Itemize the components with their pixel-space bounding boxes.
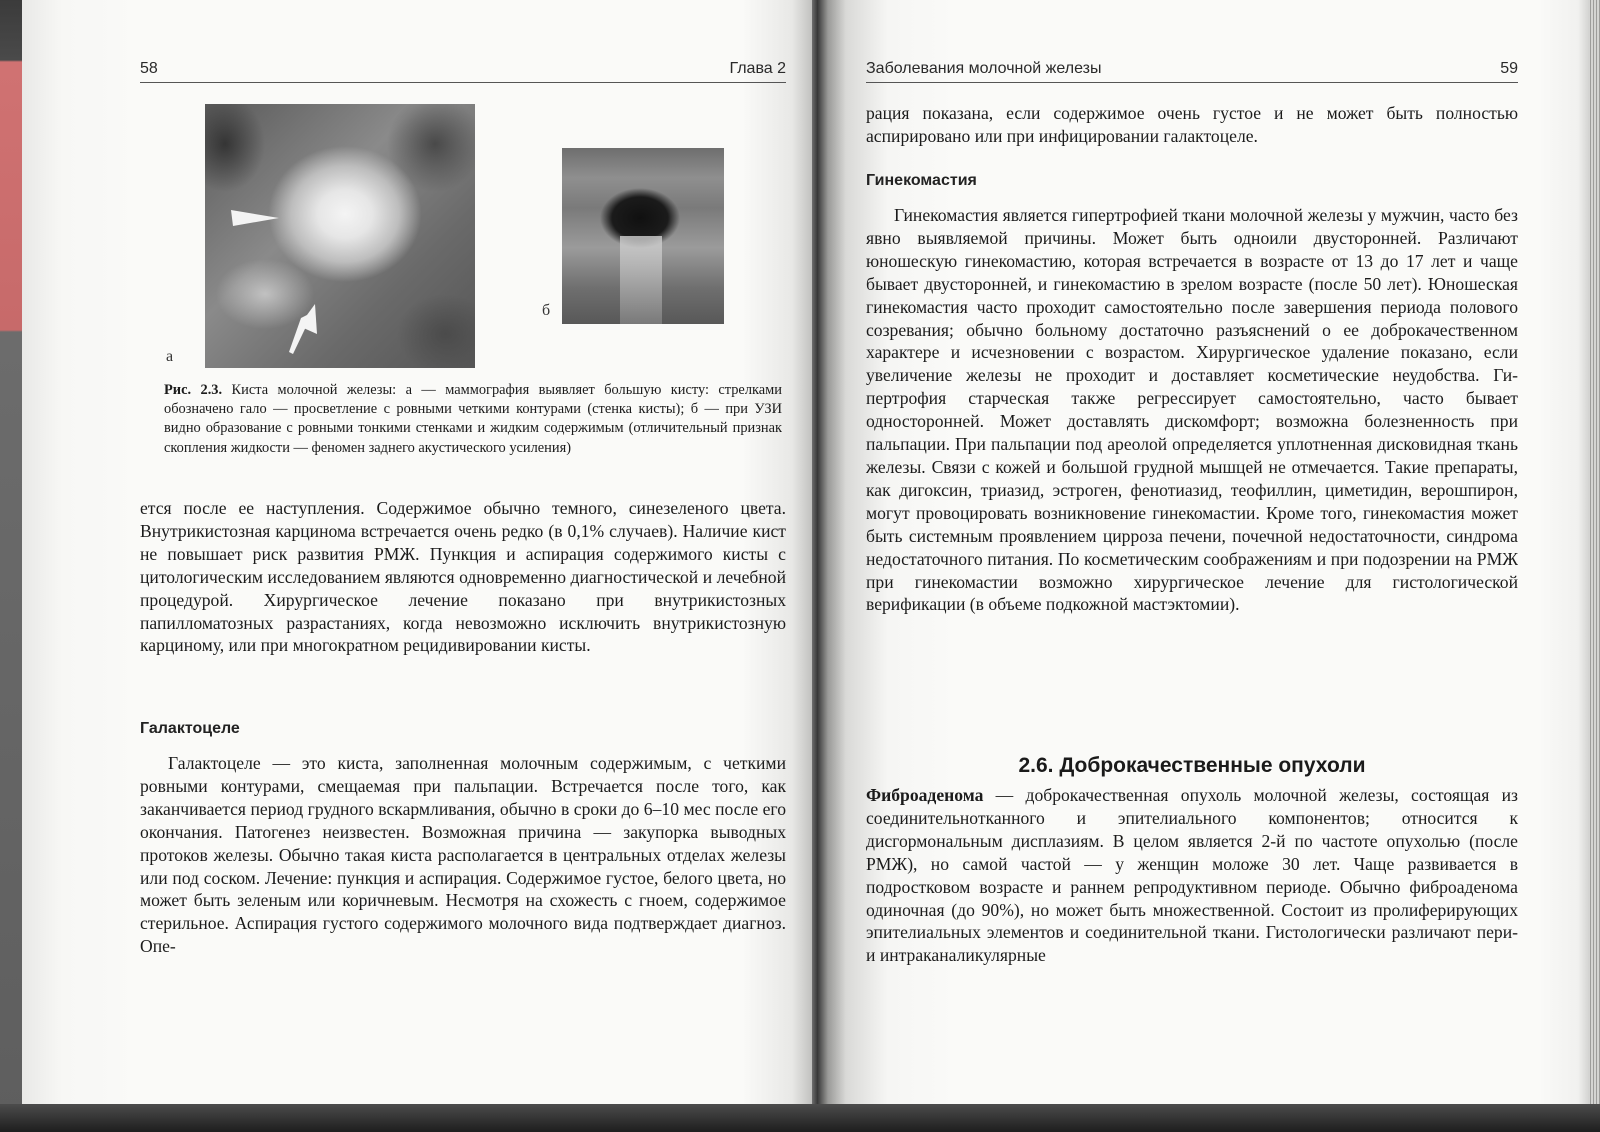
acoustic-enhancement	[620, 236, 662, 324]
left-body-text	[140, 497, 786, 657]
left-edge-background	[0, 0, 22, 1132]
paragraph-body: — доброкачественная опухоль молочной железы, состоящая из соединительнотканного и эпителиального компонентов; относится к дисгормональным дисплазиям. В целом является 2-й по частоте опухолью (после РМЖ), но самой частой — у женщин моложе 30 лет. Чаще развивается в подростковом возрасте и раннем репродуктивном периоде. Обычно фиброаденома одиночная (до 90%), но может быть множественной. Состоит из пролиферирующих эпителиальных элементов и соединительной ткани. Гистологически различают пери- и интраканаликулярные	[866, 785, 1518, 966]
paragraph: рация показана, если содержимое очень густое и не может быть полностью аспирировано или при инфицировании галактоцеле.	[866, 103, 1518, 146]
figure-label-b: б	[542, 302, 551, 319]
fibroadenoma-text	[866, 784, 1518, 967]
caption-label: Рис. 2.3.	[164, 382, 223, 398]
right-page-header	[866, 58, 1518, 83]
page-edges	[1588, 0, 1600, 1132]
paragraph: ется после ее наступления. Содержимое обычно темного, синезеленого цвета. Внутрикистозная карцинома встречается очень редко (в 0,1% случаев). Наличие кист не повышает риск развития РМЖ. Пункция и аспирация содержимого кисты с цитологическим исследованием являются одновременно диагностической и лечебной процедурой. Хирургическое лечение показано при внутрикистозных папилломатозных разрастаниях, когда невозможно исключить внутрикистозную карциному, или при многократном рецидивировании кисты.	[140, 498, 786, 656]
section-title: 2.6. Доброкачественные опухоли	[1018, 754, 1366, 777]
page-number: 59	[1500, 60, 1518, 77]
figure-label-a: а	[166, 348, 174, 365]
caption-text: Киста молочной железы: а — маммография выявляет большую кисту: стрелками обозначено гало — просветление с ровными четкими контурами (стенка кисты); б — при УЗИ видно образование с ровными тонкими стенками и жидким содержимым (отличительный признак скопления жидкости — феномен заднего акустического усиления)	[164, 382, 782, 456]
ultrasound-image	[562, 148, 724, 324]
paragraph: Гинекомастия является гипертрофией ткани молочной железы у мужчин, часто без явно выявляемой причины. Может быть одноили двусторонней. Различают юношескую гинекомастию, которая встречается в возрасте от 13 до 17 лет и чаще бывает двусторонней, и гинекомастию в зрелом возрасте (после 50 лет). Юношеская гинекомастия часто проходит самостоятельно после завершения периода полового созревания; обычно больному достаточно разъяснений о ее доброкачественном характере и исчезновении с возрастом. Хирургическое удаление показано, если увеличение железы не проходит и доставляет косметические неудобства. Гипертрофия старческая также регрессирует самостоятельно, часто бывает односторонней. Может доставлять дискомфорт; возможна болезненность при пальпации. При пальпации под ареолой определяется уплотненная дисковидная ткань железы. Связи с кожей и большой грудной мышцей не отмечается. Такие препараты, как дигоксин, триазид, эстроген, фенотиазид, теофиллин, циметидин, верошпирон, могут провоцировать возникновение гинекомастии. Кроме того, гинекомастия может быть системным проявлением цирроза печени, почечной недостаточности, синдрома недостаточного питания. По косметическим соображениям и при подозрении на РМЖ при гинекомастии возможно хирургическое лечение для гистологической верификации (в объеме подкожной мастэктомии).	[866, 205, 1518, 615]
subheading-gynecomastia: Гинекомастия	[866, 172, 977, 189]
mammography-image	[205, 104, 475, 368]
figure-caption	[164, 381, 782, 458]
right-page	[818, 0, 1588, 1108]
galactocele-text	[140, 752, 786, 958]
running-head: Глава 2	[729, 60, 786, 77]
paragraph: Галактоцеле — это киста, заполненная молочным содержимым, с четкими ровными контурами, смещаемая при пальпации. Встречается после того, как заканчивается период грудного вскармливания, обычно в сроки до 6–10 мес после его окончания. Патогенез неизвестен. Возможная причина — закупорка выводных протоков железы. Обычно такая киста располагается в центральных отделах железы или под соском. Лечение: пункция и аспирация. Содержимое густое, белого цвета, но может быть зеленым или коричневым. Несмотря на схожесть с гноем, содержимое стерильное. Аспирация густого содержимого молочного вида подтверждает диагноз. Опе-	[140, 753, 786, 957]
subheading-galactocele: Галактоцеле	[140, 720, 240, 737]
paragraph	[866, 784, 1518, 967]
arrow-icons	[205, 104, 475, 368]
left-page	[22, 0, 818, 1108]
bottom-shadow	[0, 1104, 1600, 1132]
gynecomastia-text	[866, 204, 1518, 616]
left-page-header	[140, 58, 786, 83]
arrow-icon	[231, 210, 279, 226]
running-head: Заболевания молочной железы	[866, 60, 1102, 77]
term-fibroadenoma: Фиброаденома	[866, 785, 984, 805]
page-number: 58	[140, 60, 158, 77]
right-intro-text	[866, 102, 1518, 148]
